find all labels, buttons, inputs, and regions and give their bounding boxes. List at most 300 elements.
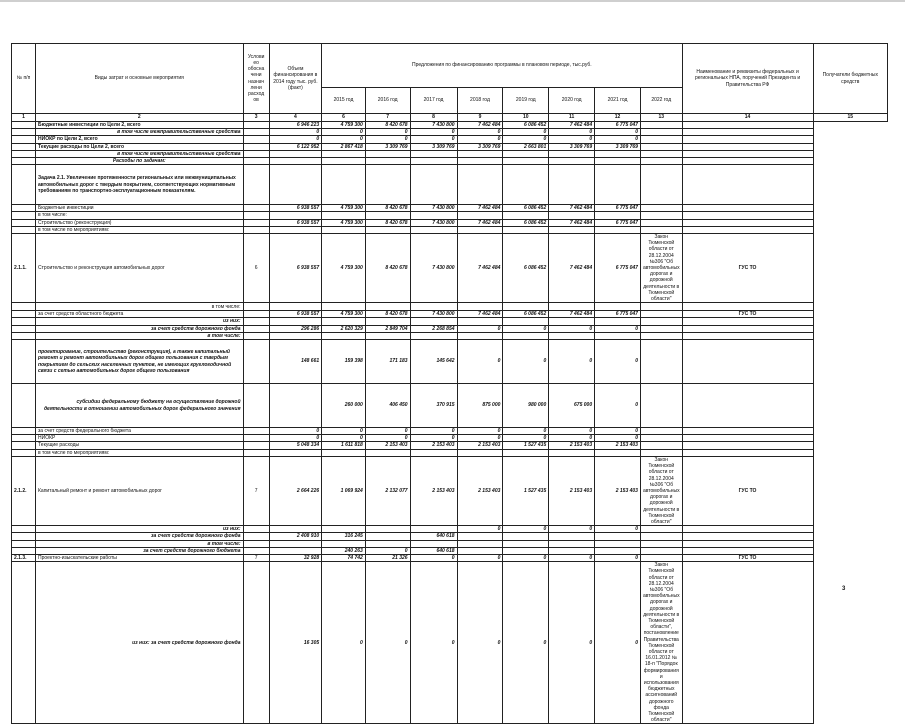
row-legal-act: Закон Тюменской области от 28.12.2004 №306 "Об автомобильных дорогах и дорожной деятельности в Тюменской области" bbox=[640, 234, 682, 303]
year-value-cell bbox=[410, 318, 457, 325]
year-value-cell: 980 000 bbox=[503, 384, 549, 428]
table-row bbox=[12, 205, 888, 212]
year-value-cell bbox=[322, 540, 366, 547]
row-condition bbox=[243, 158, 269, 165]
year-value-cell bbox=[503, 540, 549, 547]
year-value-cell: 0 bbox=[595, 325, 641, 332]
row-number bbox=[12, 219, 36, 226]
year-value-cell: 0 bbox=[595, 129, 641, 136]
row-recipient bbox=[682, 205, 813, 212]
year-value-cell: 6 775 047 bbox=[595, 122, 641, 129]
year-value-cell: 0 bbox=[322, 435, 366, 442]
volume-cell: 6 946 223 bbox=[269, 122, 321, 129]
year-value-cell: 316 245 bbox=[322, 533, 366, 540]
table-row bbox=[12, 150, 888, 157]
year-value-cell bbox=[549, 303, 595, 311]
year-value-cell: 7 462 484 bbox=[549, 219, 595, 226]
row-number bbox=[12, 143, 36, 150]
year-value-cell bbox=[410, 526, 457, 533]
row-legal-act: Закон Тюменской области от 28.12.2004 №306 "Об автомобильных дорогах и дорожной деятельности в Тюменской области", постановление Правительства Тюменской области от 16.01.2012 № 18-п "Порядок формирования и использования бюджетных ассигнований дорожного фонда Тюменской области" bbox=[640, 562, 682, 724]
row-recipient: ГУС ТО bbox=[682, 554, 813, 561]
row-name: в том числе межправительственные средства bbox=[36, 129, 244, 136]
row-recipient bbox=[682, 526, 813, 533]
row-legal-act bbox=[640, 311, 682, 318]
year-value-cell: 0 bbox=[365, 136, 410, 143]
row-condition bbox=[243, 428, 269, 435]
row-name: Задача 2.1. Увеличение протяженности региональных или межмуниципальных автомобильных дорог с твердым покрытием, соответствующих нормативным требованиям по транспортно-эксплуатационным показателям. bbox=[36, 165, 244, 205]
year-value-cell: 7 430 800 bbox=[410, 122, 457, 129]
year-value-cell: 0 bbox=[595, 562, 641, 724]
row-recipient bbox=[682, 303, 813, 311]
year-value-cell: 0 bbox=[410, 428, 457, 435]
row-recipient bbox=[682, 165, 813, 205]
row-legal-act bbox=[640, 540, 682, 547]
year-value-cell: 6 086 452 bbox=[503, 219, 549, 226]
year-value-cell: 8 420 678 bbox=[365, 234, 410, 303]
year-value-cell bbox=[365, 303, 410, 311]
year-value-cell: 6 086 452 bbox=[503, 122, 549, 129]
row-condition: 6 bbox=[243, 234, 269, 303]
volume-cell: 6 938 557 bbox=[269, 205, 321, 212]
year-value-cell: 1 069 924 bbox=[322, 456, 366, 525]
table-row bbox=[12, 129, 888, 136]
page-number: 3 bbox=[842, 586, 846, 592]
year-value-cell bbox=[595, 547, 641, 554]
row-recipient bbox=[682, 547, 813, 554]
year-value-cell: 0 bbox=[595, 428, 641, 435]
year-value-cell bbox=[457, 540, 503, 547]
year-value-cell: 159 398 bbox=[322, 340, 366, 384]
volume-cell: 296 286 bbox=[269, 325, 321, 332]
year-value-cell bbox=[595, 303, 641, 311]
header-year: 2020 год bbox=[549, 88, 595, 114]
row-name: Проектно-изыскательские работы bbox=[36, 554, 244, 561]
index-cell: 9 bbox=[457, 114, 503, 122]
year-value-cell bbox=[595, 540, 641, 547]
row-recipient bbox=[682, 449, 813, 456]
row-recipient bbox=[682, 562, 813, 724]
year-value-cell: 0 bbox=[503, 340, 549, 384]
row-condition bbox=[243, 540, 269, 547]
year-value-cell bbox=[595, 226, 641, 233]
table-row bbox=[12, 122, 888, 129]
row-name: НИОКР по Цели 2, всего bbox=[36, 136, 244, 143]
row-legal-act bbox=[640, 165, 682, 205]
header-name: Виды затрат и основные мероприятия bbox=[36, 44, 244, 114]
year-value-cell bbox=[503, 212, 549, 219]
table-row bbox=[12, 219, 888, 226]
year-value-cell: 240 263 bbox=[322, 547, 366, 554]
row-name: за счет средств дорожного фонда bbox=[36, 533, 244, 540]
row-number bbox=[12, 547, 36, 554]
row-legal-act bbox=[640, 150, 682, 157]
year-value-cell: 145 642 bbox=[410, 340, 457, 384]
index-cell: 13 bbox=[640, 114, 682, 122]
year-value-cell: 6 086 452 bbox=[503, 234, 549, 303]
row-number bbox=[12, 562, 36, 724]
header-row bbox=[12, 44, 888, 88]
year-value-cell bbox=[549, 150, 595, 157]
row-legal-act bbox=[640, 449, 682, 456]
index-cell: 4 bbox=[269, 114, 321, 122]
row-legal-act bbox=[640, 219, 682, 226]
year-value-cell bbox=[503, 533, 549, 540]
volume-cell bbox=[269, 547, 321, 554]
year-value-cell bbox=[410, 332, 457, 339]
year-value-cell: 4 759 300 bbox=[322, 234, 366, 303]
year-value-cell bbox=[322, 332, 366, 339]
year-value-cell bbox=[457, 150, 503, 157]
year-value-cell: 875 000 bbox=[457, 384, 503, 428]
year-value-cell: 1 611 818 bbox=[322, 442, 366, 449]
volume-cell bbox=[269, 158, 321, 165]
year-value-cell: 0 bbox=[595, 136, 641, 143]
row-recipient bbox=[682, 325, 813, 332]
year-value-cell: 0 bbox=[503, 129, 549, 136]
year-value-cell: 7 462 484 bbox=[549, 122, 595, 129]
year-value-cell bbox=[365, 540, 410, 547]
year-value-cell bbox=[549, 212, 595, 219]
year-value-cell: 0 bbox=[503, 435, 549, 442]
row-legal-act bbox=[640, 303, 682, 311]
row-recipient bbox=[682, 428, 813, 435]
row-legal-act bbox=[640, 136, 682, 143]
row-recipient bbox=[682, 332, 813, 339]
row-name: за счет средств областного бюджета bbox=[36, 311, 244, 318]
year-value-cell: 0 bbox=[410, 562, 457, 724]
header-year: 2021 год bbox=[595, 88, 641, 114]
row-name: за счет средств федерального бюджета bbox=[36, 428, 244, 435]
row-name: Текущие расходы по Цели 2, всего bbox=[36, 143, 244, 150]
volume-cell bbox=[269, 540, 321, 547]
year-value-cell: 0 bbox=[365, 428, 410, 435]
year-value-cell: 0 bbox=[549, 136, 595, 143]
year-value-cell: 0 bbox=[503, 428, 549, 435]
row-number bbox=[12, 449, 36, 456]
row-condition bbox=[243, 318, 269, 325]
year-value-cell bbox=[457, 449, 503, 456]
year-value-cell bbox=[457, 212, 503, 219]
header-recipients: Получатели бюджетных средств bbox=[813, 44, 887, 114]
year-value-cell: 0 bbox=[457, 325, 503, 332]
row-number bbox=[12, 122, 36, 129]
index-cell: 12 bbox=[595, 114, 641, 122]
year-value-cell bbox=[457, 547, 503, 554]
row-condition bbox=[243, 136, 269, 143]
year-value-cell: 171 183 bbox=[365, 340, 410, 384]
year-value-cell: 0 bbox=[457, 428, 503, 435]
row-number bbox=[12, 136, 36, 143]
year-value-cell: 0 bbox=[503, 325, 549, 332]
year-value-cell bbox=[457, 158, 503, 165]
row-number bbox=[12, 340, 36, 384]
header-condition: Услови ео обосна чени назнач лени расход ов bbox=[243, 44, 269, 114]
row-name: в том числе: bbox=[36, 303, 244, 311]
year-value-cell: 2 867 418 bbox=[322, 143, 366, 150]
year-value-cell: 7 462 484 bbox=[549, 234, 595, 303]
year-value-cell bbox=[365, 165, 410, 205]
year-value-cell: 0 bbox=[549, 554, 595, 561]
year-value-cell bbox=[365, 226, 410, 233]
row-name: НИОКР bbox=[36, 435, 244, 442]
volume-cell: 6 938 557 bbox=[269, 219, 321, 226]
year-value-cell bbox=[322, 165, 366, 205]
volume-cell: 6 122 952 bbox=[269, 143, 321, 150]
row-condition bbox=[243, 143, 269, 150]
year-value-cell: 7 430 800 bbox=[410, 205, 457, 212]
row-recipient bbox=[682, 122, 813, 129]
table-row bbox=[12, 547, 888, 554]
row-recipient bbox=[682, 212, 813, 219]
year-value-cell: 3 309 769 bbox=[549, 143, 595, 150]
year-value-cell: 8 420 678 bbox=[365, 122, 410, 129]
header-year: 2022 год bbox=[640, 88, 682, 114]
year-value-cell bbox=[322, 150, 366, 157]
year-value-cell: 0 bbox=[410, 136, 457, 143]
volume-cell: 6 938 557 bbox=[269, 234, 321, 303]
year-value-cell bbox=[410, 540, 457, 547]
row-condition bbox=[243, 226, 269, 233]
table-row bbox=[12, 435, 888, 442]
year-value-cell bbox=[457, 226, 503, 233]
table-row bbox=[12, 428, 888, 435]
index-cell: 15 bbox=[813, 114, 887, 122]
year-value-cell: 0 bbox=[322, 562, 366, 724]
year-value-cell: 0 bbox=[410, 435, 457, 442]
year-value-cell bbox=[322, 449, 366, 456]
year-value-cell bbox=[503, 318, 549, 325]
volume-cell: 0 bbox=[269, 435, 321, 442]
row-name: в том числе: bbox=[36, 212, 244, 219]
table-row bbox=[12, 226, 888, 233]
year-value-cell: 0 bbox=[503, 526, 549, 533]
table-row bbox=[12, 449, 888, 456]
year-value-cell: 4 759 300 bbox=[322, 205, 366, 212]
row-legal-act bbox=[640, 129, 682, 136]
year-value-cell bbox=[503, 150, 549, 157]
row-recipient bbox=[682, 136, 813, 143]
volume-cell bbox=[269, 303, 321, 311]
year-value-cell: 0 bbox=[457, 136, 503, 143]
row-name: из них: bbox=[36, 526, 244, 533]
row-recipient bbox=[682, 442, 813, 449]
year-value-cell: 3 309 769 bbox=[595, 143, 641, 150]
year-value-cell: 4 759 300 bbox=[322, 219, 366, 226]
row-condition bbox=[243, 205, 269, 212]
year-value-cell bbox=[595, 150, 641, 157]
year-value-cell: 0 bbox=[322, 428, 366, 435]
year-value-cell: 0 bbox=[503, 554, 549, 561]
year-value-cell bbox=[365, 158, 410, 165]
row-name: в том числе межправительственные средства bbox=[36, 150, 244, 157]
year-value-cell bbox=[549, 158, 595, 165]
row-condition bbox=[243, 122, 269, 129]
year-value-cell: 2 620 329 bbox=[322, 325, 366, 332]
year-value-cell: 1 527 435 bbox=[503, 442, 549, 449]
year-value-cell: 7 462 484 bbox=[457, 311, 503, 318]
year-value-cell: 74 742 bbox=[322, 554, 366, 561]
year-value-cell: 6 086 452 bbox=[503, 205, 549, 212]
index-cell: 8 bbox=[410, 114, 457, 122]
row-condition bbox=[243, 547, 269, 554]
table-row bbox=[12, 384, 888, 428]
year-value-cell: 0 bbox=[457, 562, 503, 724]
year-value-cell: 2 153 403 bbox=[410, 442, 457, 449]
row-name: в том числе: bbox=[36, 332, 244, 339]
year-value-cell bbox=[457, 303, 503, 311]
row-name: Строительство (реконструкция) bbox=[36, 219, 244, 226]
year-value-cell: 7 462 484 bbox=[457, 122, 503, 129]
year-value-cell bbox=[595, 212, 641, 219]
year-value-cell bbox=[322, 158, 366, 165]
table-row bbox=[12, 456, 888, 525]
year-value-cell: 6 775 047 bbox=[595, 234, 641, 303]
year-value-cell: 7 462 484 bbox=[549, 205, 595, 212]
volume-cell: 0 bbox=[269, 428, 321, 435]
index-cell: 2 bbox=[36, 114, 244, 122]
year-value-cell: 0 bbox=[549, 435, 595, 442]
row-recipient bbox=[682, 226, 813, 233]
row-legal-act bbox=[640, 554, 682, 561]
volume-cell bbox=[269, 165, 321, 205]
row-number bbox=[12, 332, 36, 339]
index-cell: 14 bbox=[682, 114, 813, 122]
row-number bbox=[12, 526, 36, 533]
row-name: Бюджетные инвестиции bbox=[36, 205, 244, 212]
volume-cell: 2 664 226 bbox=[269, 456, 321, 525]
row-legal-act bbox=[640, 435, 682, 442]
row-condition: 7 bbox=[243, 456, 269, 525]
year-value-cell bbox=[410, 226, 457, 233]
year-value-cell: 8 420 678 bbox=[365, 219, 410, 226]
table-row bbox=[12, 332, 888, 339]
table-row bbox=[12, 562, 888, 724]
volume-cell bbox=[269, 212, 321, 219]
year-value-cell: 0 bbox=[549, 129, 595, 136]
table-body bbox=[12, 122, 888, 724]
row-name: Текущие расходы bbox=[36, 442, 244, 449]
row-recipient bbox=[682, 340, 813, 384]
row-number bbox=[12, 533, 36, 540]
row-name: в том числе по мероприятиям: bbox=[36, 226, 244, 233]
row-condition bbox=[243, 533, 269, 540]
row-legal-act bbox=[640, 547, 682, 554]
scan-top-edge bbox=[0, 0, 905, 2]
row-legal-act bbox=[640, 428, 682, 435]
year-value-cell: 21 326 bbox=[365, 554, 410, 561]
year-value-cell bbox=[322, 226, 366, 233]
year-value-cell bbox=[410, 150, 457, 157]
year-value-cell: 2 153 403 bbox=[365, 442, 410, 449]
row-condition bbox=[243, 129, 269, 136]
header-acts: Наименование и реквизиты федеральных и региональных НПА, поручений Президента и Правительства РФ bbox=[682, 44, 813, 114]
year-value-cell bbox=[595, 158, 641, 165]
year-value-cell: 6 775 047 bbox=[595, 311, 641, 318]
year-value-cell: 8 420 678 bbox=[365, 205, 410, 212]
row-number bbox=[12, 150, 36, 157]
year-value-cell: 2 153 403 bbox=[410, 456, 457, 525]
row-condition bbox=[243, 219, 269, 226]
year-value-cell bbox=[549, 540, 595, 547]
volume-cell: 32 928 bbox=[269, 554, 321, 561]
row-recipient: ГУС ТО bbox=[682, 311, 813, 318]
table-row bbox=[12, 318, 888, 325]
row-condition bbox=[243, 526, 269, 533]
year-value-cell: 7 462 484 bbox=[549, 311, 595, 318]
year-value-cell: 0 bbox=[549, 562, 595, 724]
year-value-cell: 0 bbox=[549, 325, 595, 332]
year-value-cell: 0 bbox=[549, 340, 595, 384]
volume-cell bbox=[269, 384, 321, 428]
year-value-cell bbox=[549, 318, 595, 325]
year-value-cell: 0 bbox=[457, 129, 503, 136]
row-number bbox=[12, 212, 36, 219]
row-legal-act bbox=[640, 340, 682, 384]
table-row bbox=[12, 540, 888, 547]
row-legal-act bbox=[640, 122, 682, 129]
header-year: 2015 год bbox=[322, 88, 366, 114]
row-legal-act bbox=[640, 526, 682, 533]
table-row bbox=[12, 234, 888, 303]
year-value-cell bbox=[365, 526, 410, 533]
year-value-cell bbox=[365, 318, 410, 325]
year-value-cell: 7 462 484 bbox=[457, 205, 503, 212]
year-value-cell: 0 bbox=[322, 136, 366, 143]
header-year: 2018 год bbox=[457, 88, 503, 114]
row-number bbox=[12, 303, 36, 311]
row-legal-act bbox=[640, 226, 682, 233]
row-legal-act bbox=[640, 384, 682, 428]
year-value-cell bbox=[595, 318, 641, 325]
year-value-cell: 0 bbox=[595, 340, 641, 384]
row-legal-act bbox=[640, 212, 682, 219]
index-cell: 6 bbox=[322, 114, 366, 122]
row-number bbox=[12, 428, 36, 435]
row-legal-act bbox=[640, 332, 682, 339]
year-value-cell bbox=[457, 332, 503, 339]
year-value-cell: 260 000 bbox=[322, 384, 366, 428]
table-row bbox=[12, 340, 888, 384]
row-name: за счет средств дорожного бюджета bbox=[36, 547, 244, 554]
row-recipient bbox=[682, 219, 813, 226]
volume-cell: 16 305 bbox=[269, 562, 321, 724]
row-condition bbox=[243, 562, 269, 724]
header-volume: Объем финансирования в 2014 году тыс. руб. (факт) bbox=[269, 44, 321, 114]
row-name: в том числе: bbox=[36, 540, 244, 547]
volume-cell bbox=[269, 150, 321, 157]
volume-cell: 5 048 334 bbox=[269, 442, 321, 449]
row-condition bbox=[243, 325, 269, 332]
year-value-cell bbox=[595, 449, 641, 456]
row-legal-act bbox=[640, 158, 682, 165]
row-name: из них: за счет средств дорожного фонда bbox=[36, 562, 244, 724]
year-value-cell bbox=[457, 318, 503, 325]
row-recipient bbox=[682, 540, 813, 547]
volume-cell: 148 661 bbox=[269, 340, 321, 384]
row-number bbox=[12, 540, 36, 547]
row-name: субсидии федеральному бюджету на осуществление дорожной деятельности в отношении автомобильных дорог федерального значения bbox=[36, 384, 244, 428]
table-row bbox=[12, 311, 888, 318]
year-value-cell: 7 462 484 bbox=[457, 219, 503, 226]
year-value-cell: 0 bbox=[595, 435, 641, 442]
year-value-cell: 7 430 800 bbox=[410, 311, 457, 318]
header-num: № п/п bbox=[12, 44, 36, 114]
year-value-cell: 8 420 678 bbox=[365, 311, 410, 318]
year-value-cell bbox=[322, 212, 366, 219]
table-row bbox=[12, 554, 888, 561]
row-condition bbox=[243, 311, 269, 318]
row-number bbox=[12, 311, 36, 318]
